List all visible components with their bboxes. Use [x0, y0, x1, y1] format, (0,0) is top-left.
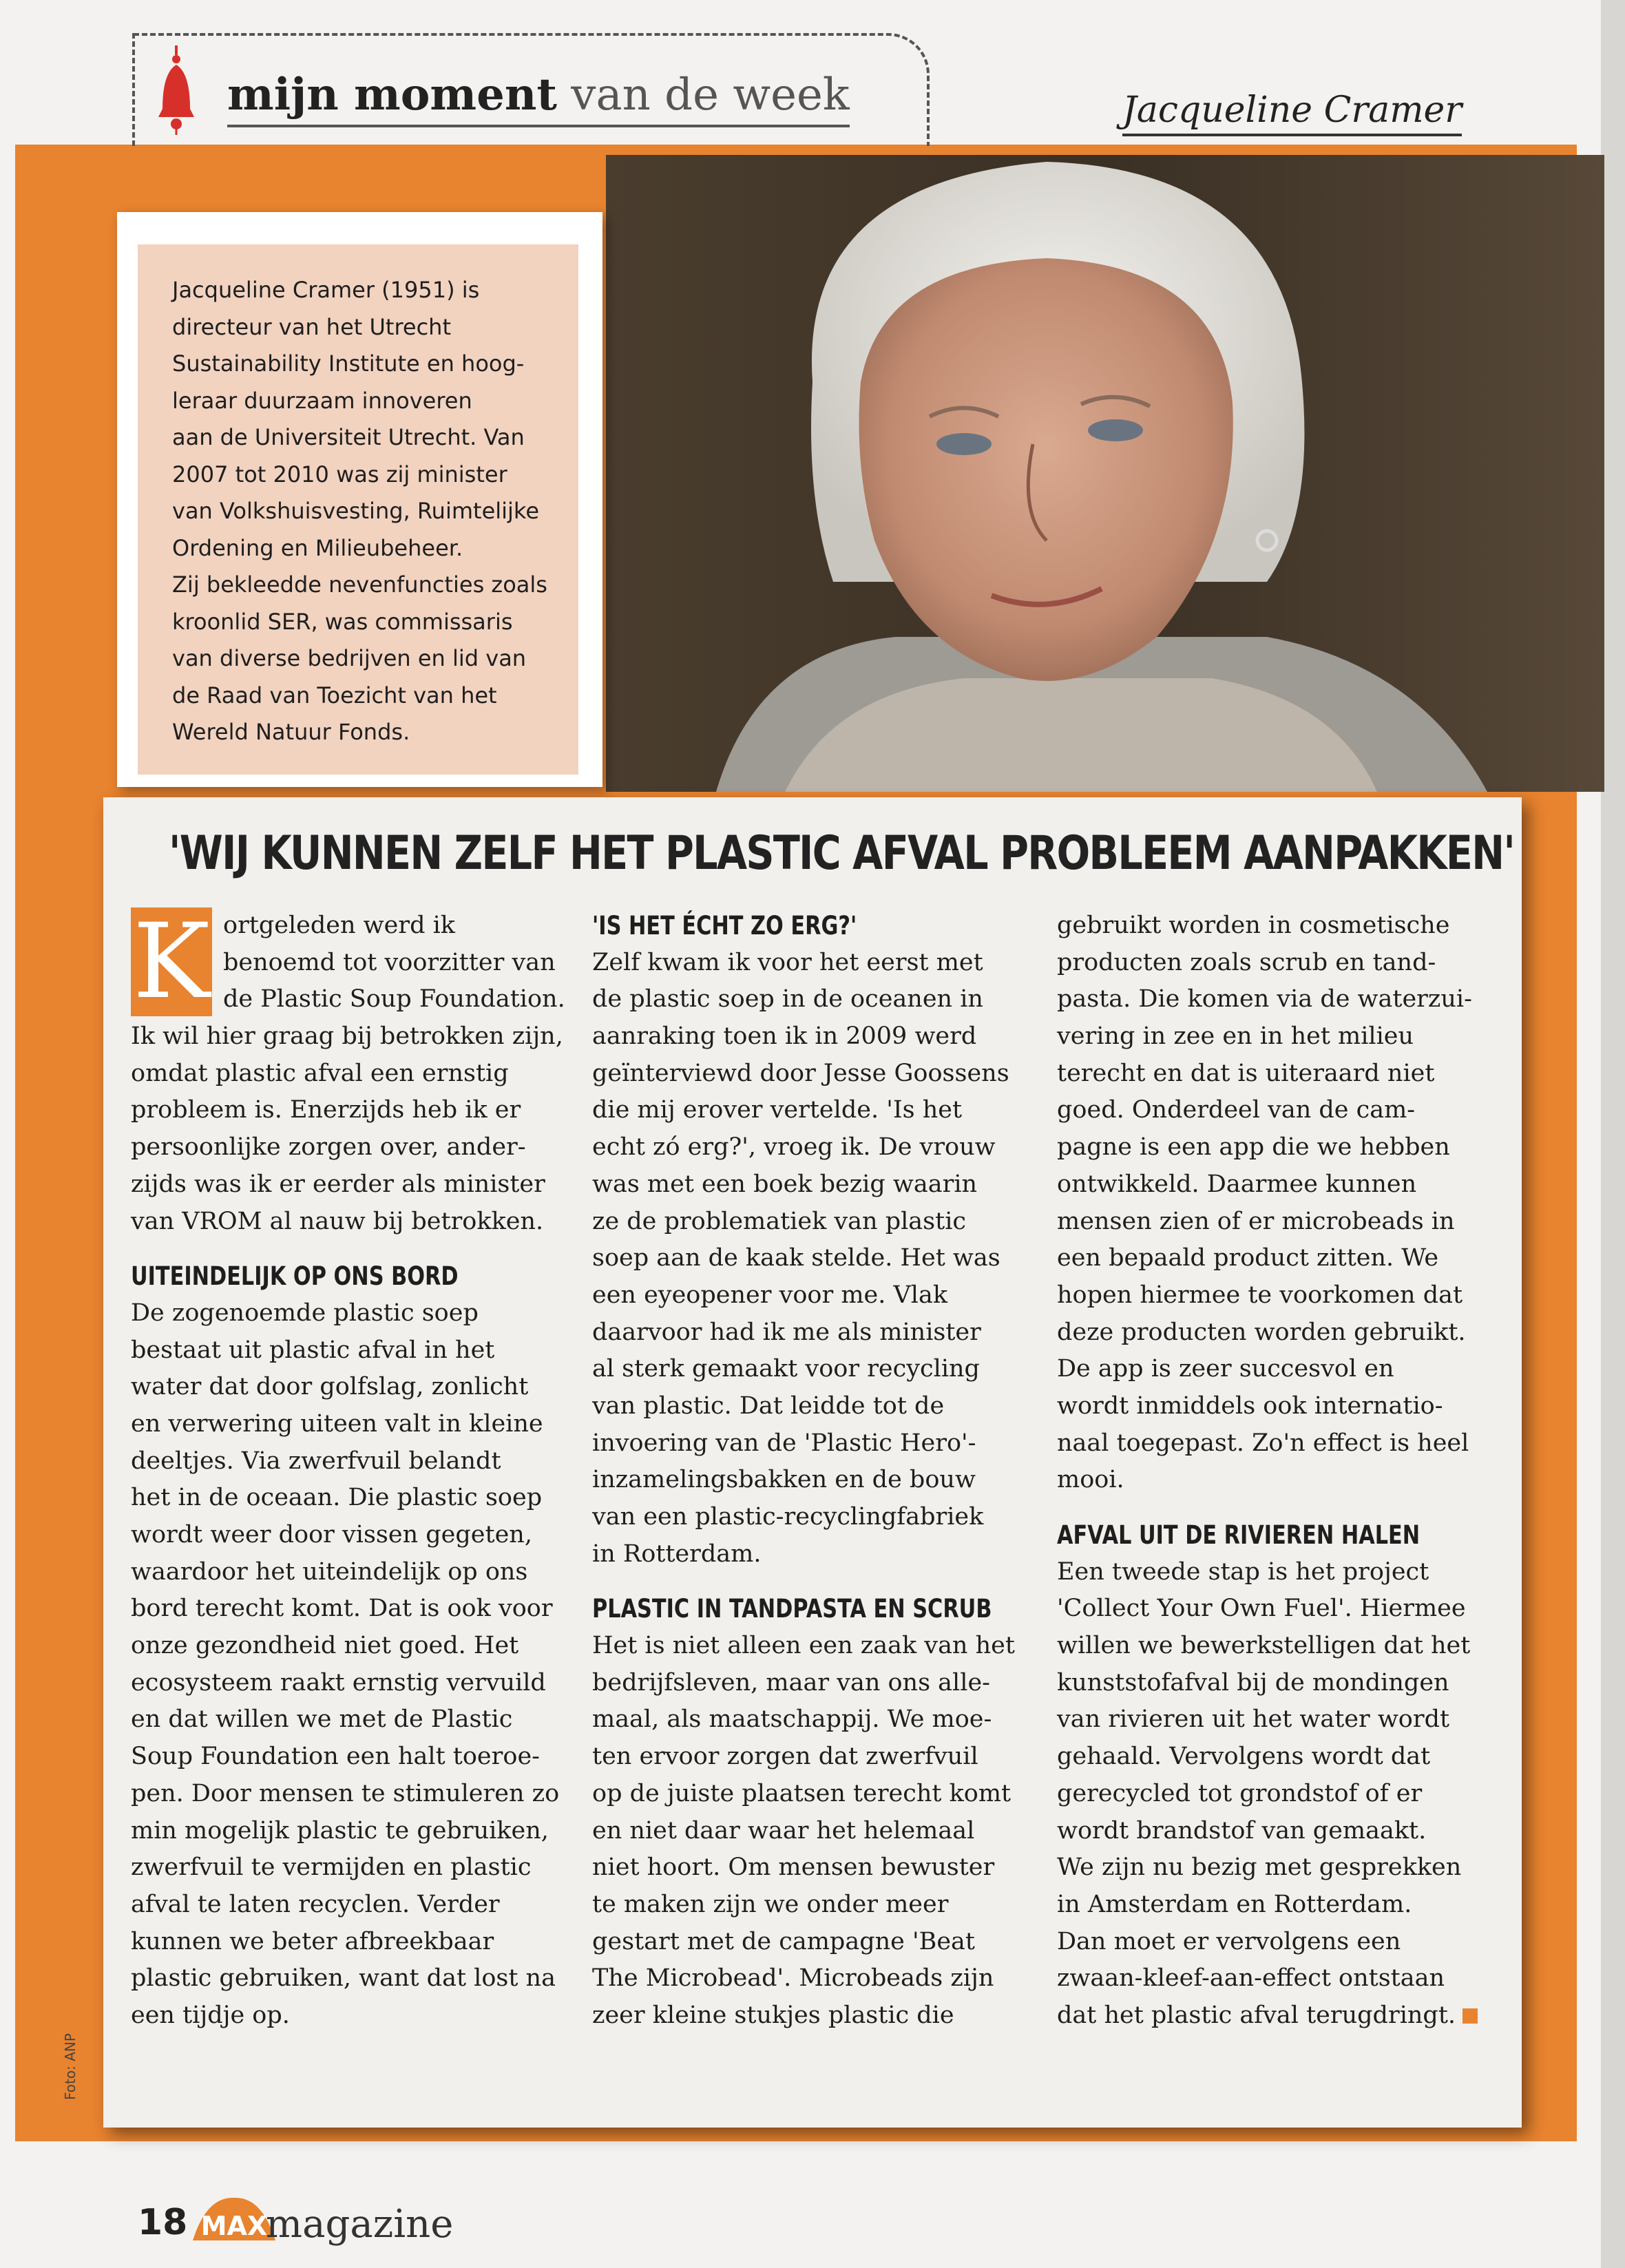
body-line: zwaan-kleef-aan-effect ontstaan — [1057, 1964, 1445, 1993]
body-line: van plastic. Dat leidde tot de — [592, 1392, 945, 1420]
body-line: van VROM al nauw bij betrokken. — [131, 1207, 544, 1235]
body-line: onze gezondheid niet goed. Het — [131, 1632, 519, 1660]
drop-cap: K — [131, 907, 212, 1016]
body-line: een tijdje op. — [131, 2001, 290, 2029]
body-line: deeltjes. Via zwerfvuil belandt — [131, 1447, 501, 1475]
body-line: de Plastic Soup Foundation. — [223, 985, 565, 1014]
body-line: Het is niet alleen een zaak van het — [592, 1632, 1015, 1660]
body-line: willen we bewerkstelligen dat het — [1057, 1632, 1471, 1660]
body-line: bord terecht komt. Dat is ook voor — [131, 1595, 553, 1623]
body-line: bestaat uit plastic afval in het — [131, 1336, 495, 1364]
subheading: AFVAL UIT DE RIVIEREN HALEN — [1057, 1520, 1420, 1550]
body-line: ten ervoor zorgen dat zwerfvuil — [592, 1743, 978, 1771]
subheading: UITEINDELIJK OP ONS BORD — [131, 1261, 459, 1292]
body-line: niet hoort. Om mensen bewuster — [592, 1854, 995, 1882]
body-line: plastic gebruiken, want dat lost na — [131, 1964, 556, 1993]
bio-line: 2007 tot 2010 was zij minister — [172, 461, 507, 487]
max-logo-text: MAX — [200, 2211, 268, 2241]
body-line: in Rotterdam. — [592, 1540, 762, 1568]
magazine-name: magazine — [266, 2202, 454, 2247]
bio-line: Wereld Natuur Fonds. — [172, 719, 410, 745]
body-line: probleem is. Enerzijds heb ik er — [131, 1096, 521, 1124]
article-column-1 — [131, 902, 578, 2035]
body-line: een bepaald product zitten. We — [1057, 1244, 1439, 1272]
body-line: maal, als maatschappij. We moe- — [592, 1705, 992, 1734]
page-number: 18 — [138, 2202, 188, 2243]
body-line: kunststofafval bij de mondingen — [1057, 1668, 1449, 1697]
body-line: wordt weer door vissen gegeten, — [131, 1521, 532, 1548]
body-line: pasta. Die komen via de waterzui- — [1057, 985, 1472, 1014]
body-line: gestart met de campagne 'Beat — [592, 1927, 975, 1955]
body-line: echt zó erg?', vroeg ik. De vrouw — [592, 1133, 996, 1162]
bio-line: leraar duurzaam innoveren — [172, 387, 472, 414]
body-line: zwerfvuil te vermijden en plastic — [131, 1854, 532, 1882]
body-line: We zijn nu bezig met gesprekken — [1057, 1854, 1462, 1882]
body-line: Dan moet er vervolgens een — [1057, 1927, 1401, 1955]
body-line: gehaald. Vervolgens wordt dat — [1057, 1743, 1431, 1771]
section-title — [227, 69, 850, 127]
spacer — [1057, 1499, 1511, 1517]
bio-line: van Volkshuisvesting, Ruimtelijke — [172, 498, 539, 524]
section-title-rest: van de week — [571, 70, 850, 120]
bio-text — [172, 272, 558, 751]
bio-line: van diverse bedrijven en lid van — [172, 645, 527, 671]
bio-line: Sustainability Institute en hoog- — [172, 350, 525, 377]
body-line: die mij erover vertelde. 'Is het — [592, 1096, 963, 1124]
body-line: van rivieren uit het water wordt — [1057, 1705, 1450, 1734]
body-line: hopen hiermee te voorkomen dat — [1057, 1281, 1463, 1309]
body-line: water dat door golfslag, zonlicht — [131, 1373, 529, 1401]
body-line: waardoor het uiteindelijk op ons — [131, 1557, 528, 1586]
body-line: kunnen we beter afbreekbaar — [131, 1927, 494, 1955]
body-line: van een plastic-recyclingfabriek — [592, 1503, 984, 1531]
body-line: afval te laten recyclen. Verder — [131, 1890, 500, 1918]
body-line: soep aan de kaak stelde. Het was — [592, 1244, 1000, 1272]
spacer — [131, 1240, 578, 1258]
body-line: ecosysteem raakt ernstig vervuild — [131, 1668, 546, 1697]
body-line: omdat plastic afval een ernstig — [131, 1059, 509, 1087]
body-line: zeer kleine stukjes plastic die — [592, 2001, 954, 2029]
body-line: mooi. — [1057, 1466, 1124, 1494]
bio-line: Zij bekleedde nevenfuncties zoals — [172, 571, 547, 598]
body-line: pen. Door mensen te stimuleren zo — [131, 1779, 560, 1807]
body-line: deze producten worden gebruikt. — [1057, 1318, 1466, 1346]
end-mark-icon — [1462, 2008, 1478, 2024]
body-line: bedrijfsleven, maar van ons alle- — [592, 1668, 990, 1697]
body-line: producten zoals scrub en tand- — [1057, 948, 1436, 976]
body-line: gerecycled tot grondstof of er — [1057, 1779, 1423, 1807]
bio-line: de Raad van Toezicht van het — [172, 682, 497, 708]
body-line: daarvoor had ik me als minister — [592, 1318, 981, 1346]
body-line: benoemd tot voorzitter van — [223, 948, 556, 976]
bio-line: kroonlid SER, was commissaris — [172, 608, 513, 635]
body-line: Zelf kwam ik voor het eerst met — [592, 948, 983, 976]
body-line: naal toegepast. Zo'n effect is heel — [1057, 1429, 1469, 1457]
bio-line: Jacqueline Cramer (1951) is — [172, 277, 480, 303]
body-line: zijds was ik er eerder als minister — [131, 1170, 545, 1198]
body-line-text: dat het plastic afval terugdringt. — [1057, 2001, 1456, 2029]
photo-credit: Foto: ANP — [62, 2033, 78, 2100]
body-line: en dat willen we met de Plastic — [131, 1705, 513, 1734]
body-line: Soup Foundation een halt toeroe- — [131, 1743, 540, 1771]
body-line: De zogenoemde plastic soep — [131, 1299, 479, 1327]
body-line: op de juiste plaatsen terecht komt — [592, 1779, 1011, 1807]
body-line: wordt inmiddels ook internatio- — [1057, 1392, 1443, 1420]
body-line: persoonlijke zorgen over, ander- — [131, 1133, 526, 1162]
subheading: PLASTIC IN TANDPASTA EN SCRUB — [592, 1594, 992, 1624]
body-line: 'Collect Your Own Fuel'. Hiermee — [1057, 1595, 1466, 1623]
body-line: pagne is een app die we hebben — [1057, 1133, 1450, 1162]
body-line: terecht en dat is uiteraard niet — [1057, 1059, 1435, 1087]
body-line: ze de problematiek van plastic — [592, 1207, 966, 1235]
body-line: The Microbead'. Microbeads zijn — [592, 1964, 994, 1993]
body-line: in Amsterdam en Rotterdam. — [1057, 1890, 1412, 1918]
body-line: en niet daar waar het helemaal — [592, 1816, 975, 1845]
author-byline: Jacqueline Cramer — [1122, 90, 1462, 136]
body-line: al sterk gemaakt voor recycling — [592, 1355, 980, 1383]
body-line-last — [1057, 1997, 1511, 2035]
article-column-2 — [592, 907, 1040, 2035]
portrait-photo — [606, 155, 1604, 792]
body-line: inzamelingsbakken en de bouw — [592, 1466, 976, 1494]
section-title-bold: mijn moment — [227, 69, 557, 120]
page-edge — [1601, 0, 1625, 2268]
bio-line: aan de Universiteit Utrecht. Van — [172, 424, 525, 450]
body-line: en verwering uiteen valt in kleine — [131, 1409, 543, 1438]
body-line: min mogelijk plastic te gebruiken, — [131, 1816, 549, 1845]
body-line: ortgeleden werd ik — [223, 912, 456, 939]
body-line: geïnterviewd door Jesse Goossens — [592, 1059, 1009, 1087]
bio-line: Ordening en Milieubeheer. — [172, 534, 463, 561]
body-line: wordt brandstof van gemaakt. — [1057, 1816, 1427, 1845]
body-line: was met een boek bezig waarin — [592, 1170, 978, 1198]
body-line: de plastic soep in de oceanen in — [592, 985, 983, 1014]
body-line: een eyeopener voor me. Vlak — [592, 1281, 948, 1309]
article-headline: 'WIJ KUNNEN ZELF HET PLASTIC AFVAL PROBLEEM AANPAKKEN' — [169, 826, 1515, 881]
bio-line: directeur van het Utrecht — [172, 313, 451, 340]
body-line: gebruikt worden in cosmetische — [1057, 912, 1450, 939]
body-line: mensen zien of er microbeads in — [1057, 1207, 1455, 1235]
subheading: 'IS HET ÉCHT ZO ERG?' — [592, 911, 857, 941]
body-line: te maken zijn we onder meer — [592, 1890, 949, 1918]
body-line: ontwikkeld. Daarmee kunnen — [1057, 1170, 1417, 1198]
body-line: aanraking toen ik in 2009 werd — [592, 1022, 977, 1051]
body-line: invoering van de 'Plastic Hero'- — [592, 1429, 976, 1457]
body-line: De app is zeer succesvol en — [1057, 1355, 1394, 1383]
body-line: Ik wil hier graag bij betrokken zijn, — [131, 1022, 563, 1051]
spacer — [592, 1573, 1040, 1590]
body-line: vering in zee en in het milieu — [1057, 1022, 1414, 1051]
body-line: het in de oceaan. Die plastic soep — [131, 1484, 543, 1512]
body-line: Een tweede stap is het project — [1057, 1557, 1429, 1586]
article-column-3 — [1057, 907, 1511, 2035]
bell-icon — [157, 45, 196, 135]
body-line: goed. Onderdeel van de cam- — [1057, 1096, 1416, 1124]
bio-box — [138, 244, 578, 775]
